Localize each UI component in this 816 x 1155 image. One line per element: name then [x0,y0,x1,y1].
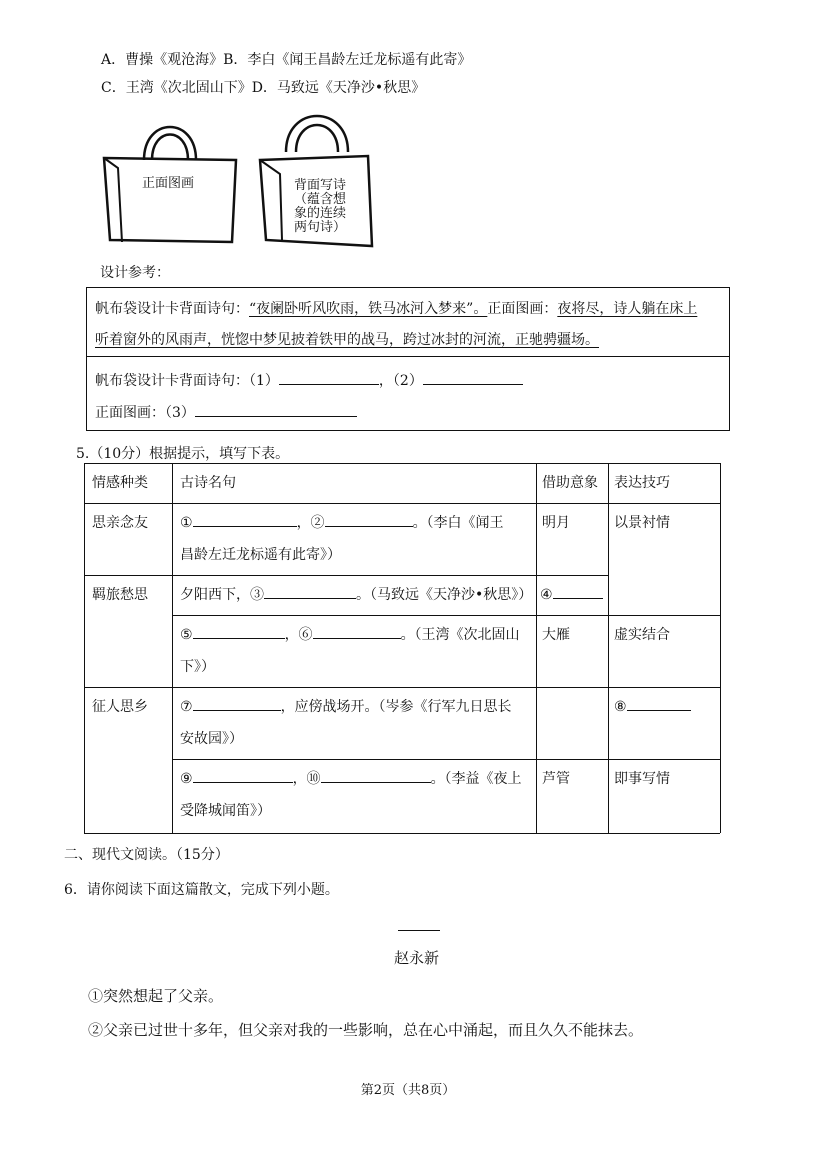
bag-back-label-4: 两句诗） [294,220,347,235]
page-footer: 第2页（共8页） [360,1083,456,1098]
row5-imagery: 芦管 [542,771,570,787]
answer-blank-2[interactable] [423,370,523,385]
row1-poem-line2: 昌龄左迁龙标遥有此寄》） [180,547,341,563]
row1-poem-line1: ① ，② 。（李白《闻王 [180,509,504,537]
q5-title: 5.（10分）根据提示，填写下表。 [76,446,290,462]
row3-technique: 虚实结合 [614,627,670,643]
design-example-line-2: 听着窗外的风雨声，恍惚中梦见披着铁甲的战马，跨过冰封的河流，正驰骋疆场。 [95,332,599,348]
row3-poem-line2: 下》） [180,659,215,675]
q6-instruction: 6．请你阅读下面这篇散文，完成下列小题。 [64,882,339,898]
header-emotion: 情感种类 [92,475,148,491]
essay-author: 赵永新 [394,949,440,967]
row1-imagery: 明月 [542,515,570,531]
row4-emotion: 征人思乡 [92,699,148,715]
section2-title: 二、现代文阅读。（15分） [64,847,229,863]
row1-technique: 以景衬情 [614,515,670,531]
header-technique: 表达技巧 [614,475,670,491]
header-imagery: 借助意象 [542,475,598,491]
blank-6[interactable] [313,624,401,639]
row3-imagery: 大雁 [542,627,570,643]
blank-1[interactable] [193,512,297,527]
answer-blank-1[interactable] [279,370,379,385]
row3-poem-line1: ⑤ ，⑥ 。（王湾《次北固山 [180,621,520,649]
design-heading: 设计参考： [100,265,170,281]
row5-poem-line2: 受降城闻笛》） [180,803,271,819]
blank-8[interactable] [627,696,691,711]
bag-back-label-2: （蕴含想 [294,192,347,207]
blank-3[interactable] [264,584,356,599]
design-divider [87,356,729,357]
row5-poem-line1: ⑨ ，⑩ 。（李益《夜上 [180,765,522,793]
row5-technique: 即事写情 [614,771,670,787]
blank-4[interactable] [553,584,603,599]
design-example-line-1: 帆布袋设计卡背面诗句：“夜阑卧听风吹雨，铁马冰河入梦来”。正面图画：夜将尽，诗人躺在床上 [95,301,698,317]
row2-poem: 夕阳西下，③ 。（马致远《天净沙•秋思》） [180,581,532,609]
bag-back-label-1: 背面写诗 [294,178,347,193]
design-fill-line-2: 正面图画：（3） [95,402,357,422]
essay-title-blank-line [398,930,440,931]
poem-table [84,463,720,833]
bag-front-label: 正面图画 [142,176,195,191]
bag-back-label-3: 象的连续 [294,206,347,221]
row4-poem-line2: 安故园》） [180,731,243,747]
row4-poem-line1: ⑦ ，应傍战场开。（岑参《行军九日思长 [180,693,512,721]
answer-blank-3[interactable] [195,402,357,417]
blank-10[interactable] [321,768,431,783]
essay-paragraph-1: ①突然想起了父亲。 [88,987,224,1005]
row1-emotion: 思亲念友 [92,515,148,531]
row2-imagery: ④ [540,581,603,609]
row2-emotion: 羁旅愁思 [92,587,148,603]
option-line-cd: C．王湾《次北固山下》D．马致远《天净沙•秋思》 [101,80,426,96]
blank-5[interactable] [193,624,285,639]
blank-7[interactable] [193,696,281,711]
header-poem: 古诗名句 [180,475,236,491]
blank-9[interactable] [193,768,293,783]
design-card-box [86,287,730,431]
essay-paragraph-2: ②父亲已过世十多年，但父亲对我的一些影响，总在心中涌起，而且久久不能抹去。 [88,1021,644,1039]
blank-2[interactable] [325,512,413,527]
option-line-ab: A．曹操《观沧海》B．李白《闻王昌龄左迁龙标遥有此寄》 [101,52,472,68]
design-fill-line-1: 帆布袋设计卡背面诗句：（1） ，（2） [95,370,523,390]
row4-technique: ⑧ [614,693,691,721]
